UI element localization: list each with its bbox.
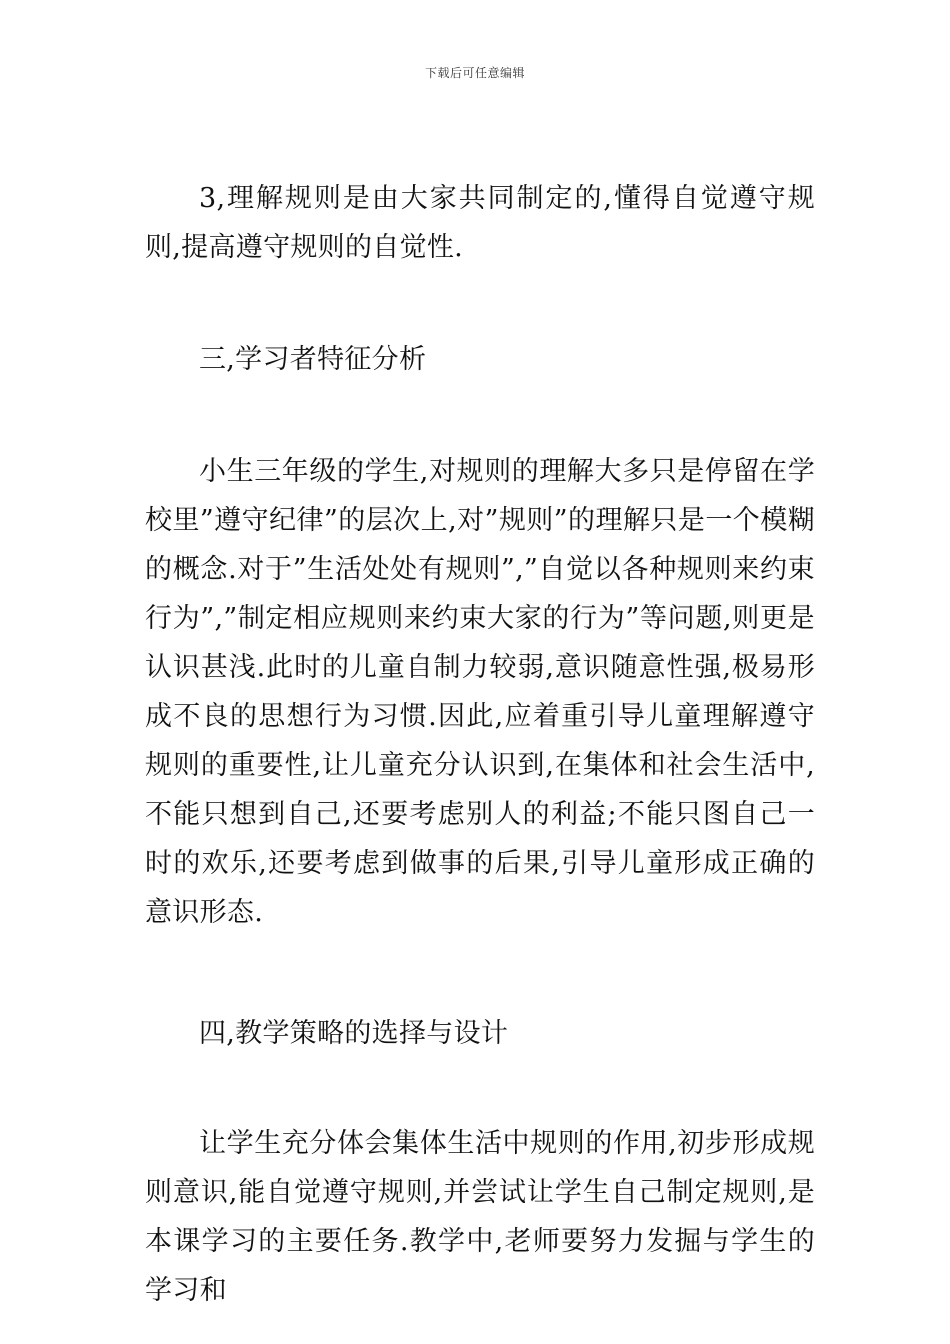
paragraph-teaching-strategy: 让学生充分体会集体生活中规则的作用,初步形成规则意识,能自觉遵守规则,并尝试让学生自己制定规则,是本课学习的主要任务.教学中,老师要努力发掘与学生的学习和 [145, 1128, 815, 1306]
section-heading-teaching-strategy: 四,教学策略的选择与设计 [199, 1018, 509, 1049]
spacer [145, 272, 815, 335]
spacer [145, 937, 815, 1009]
document-body [145, 174, 815, 1315]
section-heading-learner-analysis: 三,学习者特征分析 [199, 344, 427, 375]
page-header: 下载后可任意编辑 [424, 66, 525, 80]
spacer [145, 384, 815, 447]
paragraph-objective-3: 3,理解规则是由大家共同制定的,懂得自觉遵守规则,提高遵守规则的自觉性. [145, 183, 815, 263]
paragraph-learner-analysis: 小生三年级的学生,对规则的理解大多只是停留在学校里”遵守纪律”的层次上,对”规则”的理解只是一个模糊的概念.对于”生活处处有规则”,”自觉以各种规则来约束行为”,”制定相应规则来约束大家的行为”等问题,则更是认识甚浅.此时的儿童自制力较弱,意识随意性强,极易形成不良的思想行为习惯.因此,应着重引导儿童理解遵守规则的重要性,让儿童充分认识到,在集体和社会生活中,不能只想到自己,还要考虑别人的利益;不能只图自己一时的欢乐,还要考虑到做事的后果,引导儿童形成正确的意识形态. [145, 456, 815, 928]
spacer [145, 1058, 815, 1119]
